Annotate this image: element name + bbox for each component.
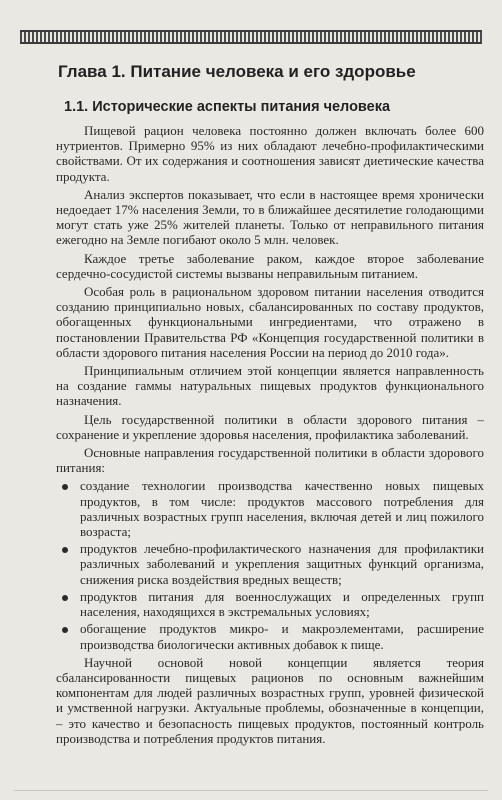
paragraph: Цель государственной политики в области здорового питания – сохранение и укрепление здоровья населения, профилактика заболеваний. <box>56 411 484 442</box>
list-item-text: продуктов питания для военнослужащих и определенных групп населения, находящихся в экстремальных условиях; <box>80 588 484 620</box>
list-item <box>56 478 484 539</box>
list-item <box>56 541 484 587</box>
bullet-icon <box>62 484 68 490</box>
paragraph: Принципиальным отличием этой концепции является направленность на создание гаммы натуральных пищевых продуктов функционального назначения. <box>56 363 484 409</box>
chapter-title: Глава 1. Питание человека и его здоровье <box>58 62 416 81</box>
header-decorative-bar <box>20 30 482 44</box>
bullet-icon <box>62 627 68 633</box>
list-item-text: создание технологии производства качественно новых пищевых продуктов, в том числе: продуктов массового потребления для различных возрастных групп населения, включая детей и лиц пожилого возраста; <box>80 478 484 540</box>
paragraph: Каждое третье заболевание раком, каждое второе заболевание сердечно-сосудистой системы вызваны неправильным питанием. <box>56 250 484 281</box>
bullet-icon <box>62 547 68 553</box>
paragraph: Основные направления государственной политики в области здорового питания: <box>56 445 484 476</box>
paragraph: Анализ экспертов показывает, что если в настоящее время хронически недоедает 17% населения Земли, то в ближайшее десятилетие голодающими могут стать уже 25% жителей планеты. Только от неправильного питания ежегодно на Земле погибают около 5 млн. человек. <box>56 186 484 248</box>
paragraph: Научной основой новой концепции является теория сбалансированности пищевых рационов по основным важнейшим компонентам для людей различных возрастных групп, уровней физической и умственной нагрузки. Актуальные проблемы, обозначенные в концепции, – это качество и безопасность пищевых продуктов, постоянный контроль производства и потребления продуктов питания. <box>56 654 484 746</box>
body-text <box>56 123 484 749</box>
list-item <box>56 589 484 619</box>
section-title: 1.1. Исторические аспекты питания человека <box>64 99 391 115</box>
paragraph: Особая роль в рациональном здоровом питании населения отводится созданию принципиально новых, сбалансированных по составу продуктов, обогащенных функциональными ингредиентами, что отражено в постановлении Правительства РФ «Концепция государственной политики в области здорового питания населения России на период до 2010 года». <box>56 284 484 360</box>
policy-directions-list <box>56 478 484 651</box>
page-bottom-rule <box>14 790 488 791</box>
list-item-text: продуктов лечебно-профилактического назначения для профилактики различных заболеваний и укрепления защитных функций организма, снижения риска воздействия вредных веществ; <box>80 541 484 587</box>
bullet-icon <box>62 595 68 601</box>
list-item-text: обогащение продуктов микро- и макроэлементами, расширение производства биологически активных добавок к пище. <box>80 621 484 652</box>
paragraph: Пищевой рацион человека постоянно должен включать более 600 нутриентов. Примерно 95% из них обладают лечебно-профилактическими свойствами. От их содержания и соотношения зависят диетические качества продукта. <box>56 123 484 184</box>
list-item <box>56 621 484 651</box>
